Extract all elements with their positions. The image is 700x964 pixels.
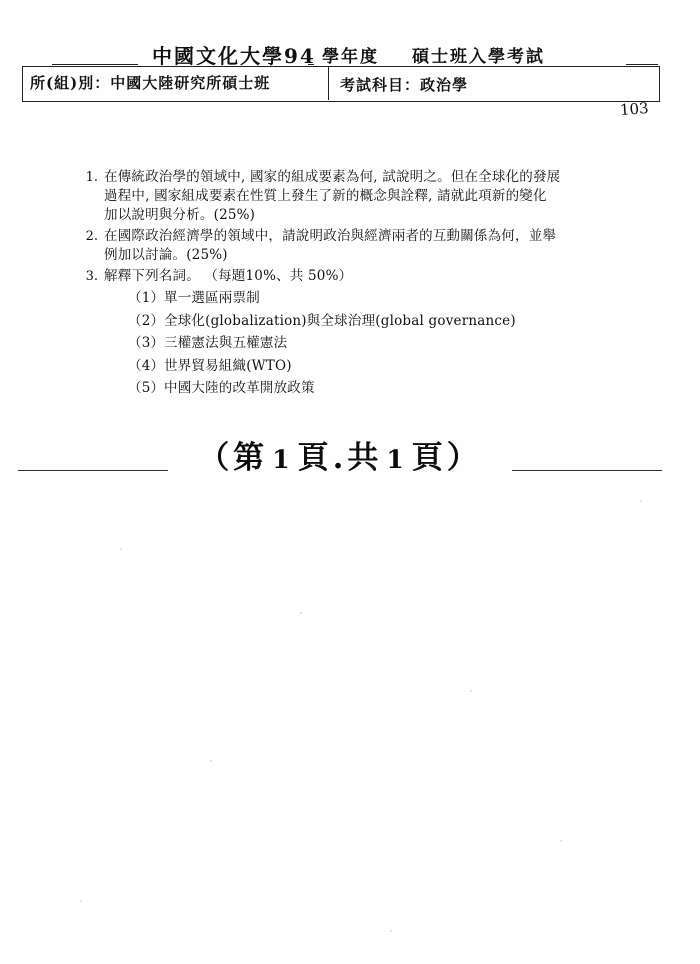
question-line: 過程中, 國家組成要素在性質上發生了新的概念與詮釋, 請就此項新的變化	[104, 188, 547, 204]
question-text	[104, 168, 636, 225]
scan-speckle	[80, 900, 82, 902]
academic-year-label: 學年度	[322, 47, 379, 67]
footer-open-paren: （第	[198, 440, 269, 476]
sub-question-marker: （4）	[128, 357, 165, 374]
scan-speckle	[560, 840, 562, 842]
department-field: 所(組)別：中國大陸研究所碩士班	[30, 74, 271, 92]
footer-mid-label: 頁.共	[297, 440, 383, 476]
header-box-divider	[328, 66, 329, 100]
footer-close-paren: 頁）	[411, 440, 482, 476]
sub-question-marker: （2）	[128, 312, 165, 329]
sub-question-item	[128, 357, 636, 376]
question-line: 例加以討論。(25%)	[104, 247, 228, 263]
question-text	[104, 267, 636, 286]
sub-question-text: 全球化(globalization)與全球治理(global governance)	[164, 312, 516, 329]
sub-question-text: 三權憲法與五權憲法	[164, 335, 288, 351]
scan-speckle	[300, 612, 302, 614]
sub-question-item	[128, 312, 636, 331]
exam-type-label: 碩士班入學考試	[412, 47, 545, 67]
scan-speckle	[640, 500, 642, 502]
question-number: 2.	[85, 229, 98, 244]
sub-question-item	[128, 334, 636, 353]
footer-current-page: 1	[272, 445, 294, 474]
question-line: 加以說明與分析。(25%)	[104, 207, 256, 223]
sub-question-marker: （5）	[128, 380, 165, 396]
question-text	[104, 227, 636, 265]
sub-question-text: 單一選區兩票制	[164, 290, 260, 306]
sub-question-marker: （1）	[128, 290, 165, 306]
question-number: 3.	[85, 269, 98, 284]
sub-question-text: 世界貿易組織(WTO)	[164, 357, 292, 374]
subject-field: 考試科目：政治學	[340, 76, 469, 94]
question-line: 在國際政治經濟學的領域中，請說明政治與經濟兩者的互動關係為何，並舉	[104, 228, 557, 244]
scan-speckle	[210, 760, 212, 762]
question-list	[76, 168, 636, 402]
scan-speckle	[470, 690, 472, 692]
question-line: 在傳統政治學的領域中, 國家的組成要素為何, 試說明之。但在全球化的發展	[104, 169, 561, 185]
scan-speckle	[120, 548, 122, 550]
question-item	[76, 267, 636, 398]
sub-question-item	[128, 379, 636, 398]
page-number-stamp: 103	[619, 99, 650, 119]
question-line: 解釋下列名詞。 （每題10%、共 50%）	[104, 268, 353, 284]
question-item	[76, 227, 636, 265]
footer-total-pages: 1	[386, 445, 408, 474]
school-name: 中國文化大學94	[152, 44, 316, 68]
page-count-footer	[175, 432, 505, 477]
question-item	[76, 168, 636, 225]
exam-header	[22, 38, 658, 119]
sub-question-item	[128, 289, 636, 308]
sub-question-marker: （3）	[128, 335, 165, 351]
footer-rule-right	[512, 470, 662, 471]
sub-question-list	[128, 289, 636, 398]
sub-question-text: 中國大陸的改革開放政策	[164, 380, 315, 396]
footer-rule-left	[18, 470, 168, 471]
question-number: 1.	[85, 170, 98, 185]
scan-speckle	[390, 930, 392, 932]
